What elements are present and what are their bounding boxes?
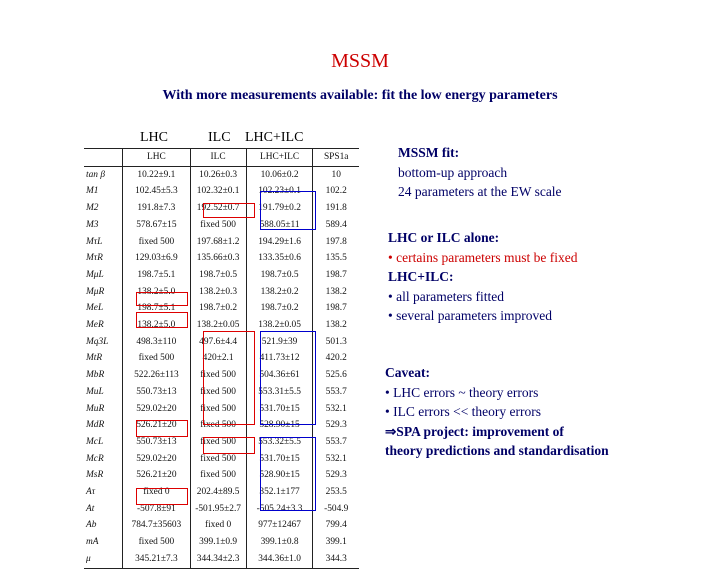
- lhc-value-cell: 191.8±7.3: [123, 200, 190, 217]
- sps1a-value-cell: 420.2: [313, 350, 359, 367]
- lhc-value-cell: 10.22±9.1: [123, 166, 190, 183]
- table-row: [84, 300, 359, 317]
- lhc-value-cell: 784.7±35603: [123, 517, 190, 534]
- sps1a-value-cell: -504.9: [313, 501, 359, 518]
- ilc-value-cell: 497.6±4.4: [190, 334, 246, 351]
- table-row: [84, 367, 359, 384]
- lhc-ilc-value-cell: 399.1±0.8: [246, 534, 313, 551]
- ilc-value-cell: 197.68±1.2: [190, 234, 246, 251]
- sps1a-value-cell: 399.1: [313, 534, 359, 551]
- lhc-ilc-notes: [388, 228, 578, 326]
- param-name-cell: Ab: [86, 520, 97, 531]
- lhc-value-cell: 550.73±13: [123, 434, 190, 451]
- table-row: [84, 284, 359, 301]
- lhc-ilc-value-cell: 352.1±177: [246, 484, 313, 501]
- sps1a-value-cell: 344.3: [313, 551, 359, 568]
- lhc-value-cell: 529.02±20: [123, 451, 190, 468]
- table-row: [84, 467, 359, 484]
- header-lhc-ilc: LHC+ILC: [246, 149, 313, 167]
- lhc-ilc-value-cell: 553.32±5.5: [246, 434, 313, 451]
- ilc-value-cell: fixed 500: [190, 417, 246, 434]
- table-row: [84, 166, 359, 183]
- lhc-ilc-value-cell: 198.7±0.5: [246, 267, 313, 284]
- lhc-value-cell: fixed 0: [123, 484, 190, 501]
- alone-bullet: • certains parameters must be fixed: [388, 249, 578, 265]
- alone-heading: LHC or ILC alone:: [388, 230, 500, 245]
- fit-line: 24 parameters at the EW scale: [398, 184, 562, 199]
- table-row: [84, 501, 359, 518]
- lhc-ilc-value-cell: 138.2±0.2: [246, 284, 313, 301]
- table-row: [84, 451, 359, 468]
- sps1a-value-cell: 198.7: [313, 267, 359, 284]
- header-ilc: ILC: [190, 149, 246, 167]
- lhc-value-cell: -507.8±91: [123, 501, 190, 518]
- ilc-value-cell: 10.26±0.3: [190, 166, 246, 183]
- lhc-value-cell: 102.45±5.3: [123, 183, 190, 200]
- lhc-value-cell: 198.7±5.1: [123, 300, 190, 317]
- ilc-value-cell: fixed 500: [190, 451, 246, 468]
- sps1a-value-cell: 532.1: [313, 451, 359, 468]
- param-name-cell: MμR: [86, 286, 105, 297]
- sps1a-value-cell: 532.1: [313, 401, 359, 418]
- sps1a-value-cell: 135.5: [313, 250, 359, 267]
- lhc-ilc-value-cell: 133.35±0.6: [246, 250, 313, 267]
- param-name-cell: M3: [86, 219, 99, 230]
- lhc-ilc-value-cell: 528.90±15: [246, 467, 313, 484]
- table-row: [84, 250, 359, 267]
- table-row: [84, 484, 359, 501]
- ilc-value-cell: 198.7±0.5: [190, 267, 246, 284]
- table-row: [84, 267, 359, 284]
- lhc-ilc-value-cell: 588.05±11: [246, 217, 313, 234]
- ilc-value-cell: 344.34±2.3: [190, 551, 246, 568]
- header-lhc: LHC: [123, 149, 190, 167]
- fit-heading: MSSM fit:: [398, 145, 460, 160]
- lhc-value-cell: 198.7±5.1: [123, 267, 190, 284]
- table-row: [84, 234, 359, 251]
- ilc-value-cell: 420±2.1: [190, 350, 246, 367]
- lhc-ilc-value-cell: 191.79±0.2: [246, 200, 313, 217]
- sps1a-value-cell: 799.4: [313, 517, 359, 534]
- table-row: [84, 350, 359, 367]
- sps1a-value-cell: 102.2: [313, 183, 359, 200]
- table-row: [84, 517, 359, 534]
- ilc-value-cell: fixed 500: [190, 217, 246, 234]
- table-header-row: [84, 149, 359, 167]
- table-row: [84, 183, 359, 200]
- lhc-ilc-value-cell: 553.31±5.5: [246, 384, 313, 401]
- column-label-ilc: ILC: [208, 130, 231, 145]
- combined-bullet: • all parameters fitted: [388, 288, 505, 304]
- table-row: [84, 200, 359, 217]
- lhc-value-cell: 526.21±20: [123, 467, 190, 484]
- lhc-value-cell: 550.73±13: [123, 384, 190, 401]
- param-name-cell: MeR: [86, 320, 104, 331]
- ilc-value-cell: fixed 500: [190, 434, 246, 451]
- ilc-value-cell: fixed 500: [190, 401, 246, 418]
- caveat-bullet: • LHC errors ~ theory errors: [385, 384, 539, 400]
- ilc-value-cell: fixed 500: [190, 367, 246, 384]
- param-name-cell: McR: [86, 453, 104, 464]
- combined-bullet: • several parameters improved: [388, 308, 553, 323]
- sps1a-value-cell: 589.4: [313, 217, 359, 234]
- lhc-value-cell: 345.21±7.3: [123, 551, 190, 568]
- param-name-cell: MτR: [86, 253, 103, 264]
- caveat-bullet: • ILC errors << theory errors: [385, 404, 542, 419]
- lhc-ilc-value-cell: 138.2±0.05: [246, 317, 313, 334]
- lhc-value-cell: 138.2±5.0: [123, 317, 190, 334]
- caveat-notes: [385, 363, 609, 461]
- column-label-lhc-ilc: LHC+ILC: [245, 130, 304, 145]
- sps1a-value-cell: 553.7: [313, 384, 359, 401]
- param-name-cell: MμL: [86, 269, 104, 280]
- param-name-cell: MuR: [86, 403, 105, 414]
- ilc-value-cell: fixed 500: [190, 384, 246, 401]
- lhc-ilc-value-cell: 194.29±1.6: [246, 234, 313, 251]
- param-name-cell: MsR: [86, 470, 104, 481]
- lhc-ilc-value-cell: 504.36±61: [246, 367, 313, 384]
- ilc-value-cell: fixed 0: [190, 517, 246, 534]
- lhc-ilc-value-cell: 977±12467: [246, 517, 313, 534]
- ilc-value-cell: 399.1±0.9: [190, 534, 246, 551]
- lhc-ilc-value-cell: 10.06±0.2: [246, 166, 313, 183]
- table-row: [84, 217, 359, 234]
- table-row: [84, 384, 359, 401]
- lhc-ilc-value-cell: 411.73±12: [246, 350, 313, 367]
- param-name-cell: Aτ: [86, 487, 96, 498]
- param-name-cell: MuL: [86, 386, 104, 397]
- lhc-ilc-value-cell: 344.36±1.0: [246, 551, 313, 568]
- lhc-value-cell: 129.03±6.9: [123, 250, 190, 267]
- param-name-cell: At: [86, 503, 95, 514]
- sps1a-value-cell: 191.8: [313, 200, 359, 217]
- caveat-conclusion: theory predictions and standardisation: [385, 443, 609, 458]
- sps1a-value-cell: 138.2: [313, 317, 359, 334]
- lhc-ilc-value-cell: 102.23±0.1: [246, 183, 313, 200]
- ilc-value-cell: 138.2±0.05: [190, 317, 246, 334]
- sps1a-value-cell: 525.6: [313, 367, 359, 384]
- table-row: [84, 434, 359, 451]
- table-row: [84, 334, 359, 351]
- param-name-cell: MdR: [86, 420, 105, 431]
- table-row: [84, 417, 359, 434]
- combined-heading: LHC+ILC:: [388, 269, 454, 284]
- lhc-ilc-value-cell: 521.9±39: [246, 334, 313, 351]
- lhc-value-cell: 522.26±113: [123, 367, 190, 384]
- ilc-value-cell: 198.7±0.2: [190, 300, 246, 317]
- lhc-value-cell: 526.21±20: [123, 417, 190, 434]
- ilc-value-cell: 138.2±0.3: [190, 284, 246, 301]
- table-row: [84, 551, 359, 568]
- ilc-value-cell: 102.32±0.1: [190, 183, 246, 200]
- table-row: [84, 534, 359, 551]
- sps1a-value-cell: 197.8: [313, 234, 359, 251]
- lhc-ilc-value-cell: 531.70±15: [246, 401, 313, 418]
- header-parameter: [84, 149, 123, 167]
- column-label-lhc: LHC: [140, 130, 168, 145]
- table-body: [84, 166, 359, 568]
- lhc-value-cell: 578.67±15: [123, 217, 190, 234]
- sps1a-value-cell: 198.7: [313, 300, 359, 317]
- lhc-ilc-value-cell: -505.24±3.3: [246, 501, 313, 518]
- lhc-ilc-value-cell: 528.90±15: [246, 417, 313, 434]
- ilc-value-cell: 202.4±89.5: [190, 484, 246, 501]
- parameter-table: [84, 148, 359, 569]
- param-name-cell: McL: [86, 436, 104, 447]
- ilc-value-cell: 135.66±0.3: [190, 250, 246, 267]
- sps1a-value-cell: 553.7: [313, 434, 359, 451]
- lhc-ilc-value-cell: 531.70±15: [246, 451, 313, 468]
- param-name-cell: Mq3L: [86, 336, 109, 347]
- fit-line: bottom-up approach: [398, 164, 508, 180]
- lhc-value-cell: 498.3±110: [123, 334, 190, 351]
- param-name-cell: M2: [86, 203, 99, 214]
- sps1a-value-cell: 529.3: [313, 417, 359, 434]
- sps1a-value-cell: 253.5: [313, 484, 359, 501]
- param-name-cell: tan β: [86, 169, 105, 180]
- caveat-heading: Caveat:: [385, 365, 430, 380]
- sps1a-value-cell: 501.3: [313, 334, 359, 351]
- param-name-cell: MbR: [86, 370, 105, 381]
- param-name-cell: μ: [84, 551, 123, 568]
- fit-notes: [398, 143, 562, 202]
- caveat-conclusion: ⇒SPA project: improvement of: [385, 423, 564, 439]
- param-name-cell: MτL: [86, 236, 103, 247]
- param-name-cell: M1: [86, 186, 99, 197]
- lhc-value-cell: 529.02±20: [123, 401, 190, 418]
- sps1a-value-cell: 10: [313, 166, 359, 183]
- ilc-value-cell: fixed 500: [190, 467, 246, 484]
- param-name-cell: MtR: [86, 353, 103, 364]
- ilc-value-cell: 192.52±0.7: [190, 200, 246, 217]
- slide-subtitle: With more measurements available: fit the low energy parameters: [162, 88, 558, 103]
- lhc-value-cell: fixed 500: [123, 534, 190, 551]
- param-name-cell: MeL: [86, 303, 104, 314]
- ilc-value-cell: -501.95±2.7: [190, 501, 246, 518]
- table-row: [84, 401, 359, 418]
- slide-title: MSSM: [331, 50, 389, 72]
- parameter-table-container: [84, 148, 359, 569]
- sps1a-value-cell: 138.2: [313, 284, 359, 301]
- sps1a-value-cell: 529.3: [313, 467, 359, 484]
- lhc-value-cell: fixed 500: [123, 350, 190, 367]
- lhc-value-cell: fixed 500: [123, 234, 190, 251]
- lhc-value-cell: 138.2±5.0: [123, 284, 190, 301]
- lhc-ilc-value-cell: 198.7±0.2: [246, 300, 313, 317]
- param-name-cell: mA: [86, 537, 99, 548]
- table-row: [84, 317, 359, 334]
- header-sps1a: SPS1a: [313, 149, 359, 167]
